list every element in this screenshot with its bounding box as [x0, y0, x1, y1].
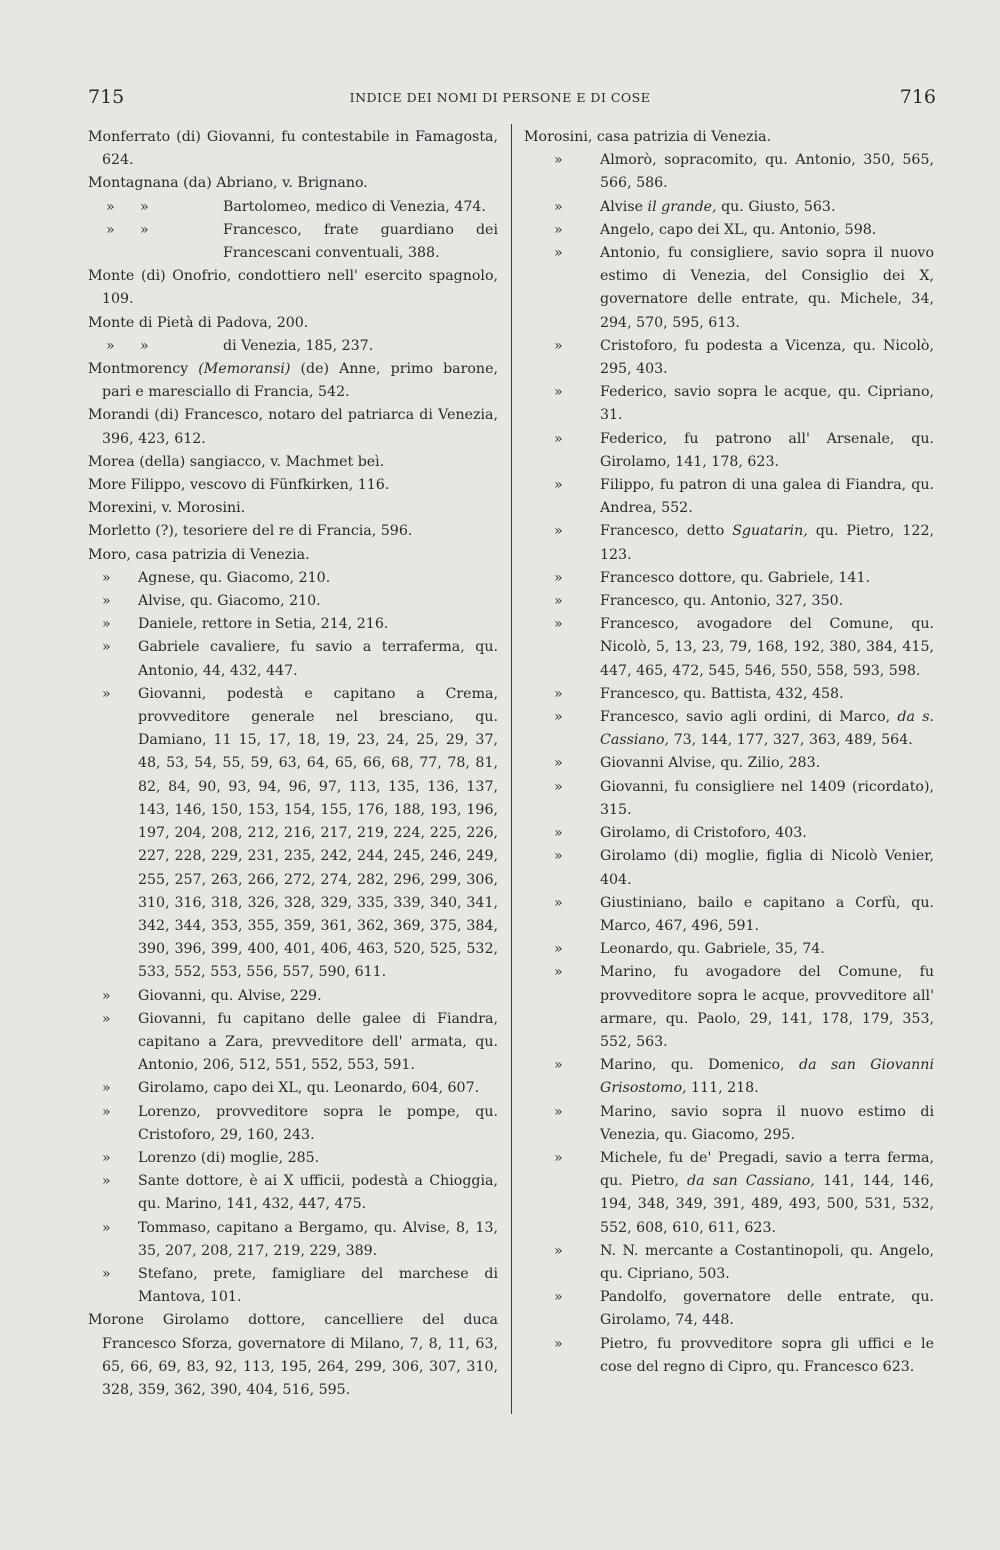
- index-subentry: » Marino, fu avogadore del Comune, fu provveditore sopra le acque, provveditore all' armare, qu. Paolo, 29, 141, 178, 179, 353, 552, 563.: [554, 964, 934, 1050]
- index-subentry: » Lorenzo (di) moglie, 285.: [102, 1149, 320, 1166]
- index-subentry: » Giovanni, podestà e capitano a Crema, provveditore generale nel bresciano, qu. Damiano, 11 15, 17, 18, 19, 23, 24, 25, 29, 37, 48, 53, 54, 55, 59, 63, 64, 65, 66, 68, 77, 78, 81, 82, 84, 90, 93, 94, 96, 97, 113, 135, 136, 137, 143, 146, 150, 153, 154, 155, 176, 188, 193, 196, 197, 204, 208, 212, 216, 217, 219, 224, 225, 226, 227, 228, 229, 231, 235, 242, 244, 245, 246, 249, 255, 257, 263, 266, 272, 274, 282, 296, 299, 306, 310, 316, 318, 326, 328, 329, 335, 339, 340, 341, 342, 344, 353, 355, 359, 361, 362, 369, 375, 384, 390, 396, 399, 400, 401, 406, 463, 520, 525, 532, 533, 552, 553, 556, 557, 590, 611.: [102, 685, 498, 981]
- index-subentry: » Francesco dottore, qu. Gabriele, 141.: [554, 569, 870, 586]
- index-subentry: » Tommaso, capitano a Bergamo, qu. Alvise, 8, 13, 35, 207, 208, 217, 219, 229, 389.: [102, 1219, 498, 1259]
- index-subentry: » Pandolfo, governatore delle entrate, qu. Girolamo, 74, 448.: [554, 1289, 934, 1329]
- index-subentry: » Daniele, rettore in Setia, 214, 216.: [102, 616, 389, 633]
- index-subentry: » Francesco, qu. Antonio, 327, 350.: [554, 593, 844, 610]
- index-subentry: » Federico, fu patrono all' Arsenale, qu. Girolamo, 141, 178, 623.: [554, 430, 934, 470]
- index-subentry: » Angelo, capo dei XL, qu. Antonio, 598.: [554, 221, 877, 238]
- index-entry: Monte (di) Onofrio, condottiero nell' esercito spagnolo, 109.: [88, 268, 498, 308]
- index-entry: Morletto (?), tesoriere del re di Francia, 596.: [88, 523, 413, 540]
- index-subentry: » » Bartolomeo, medico di Venezia, 474.: [106, 198, 486, 215]
- index-subentry: » Alvise, qu. Giacomo, 210.: [102, 593, 321, 610]
- index-subentry: » » di Venezia, 185, 237.: [106, 337, 374, 354]
- index-subentry: » Giovanni, fu capitano delle galee di Fiandra, capitano a Zara, prevveditore dell' armata, qu. Antonio, 206, 512, 551, 552, 553, 591.: [102, 1010, 498, 1074]
- index-subentry: » Agnese, qu. Giacomo, 210.: [102, 569, 331, 586]
- index-subentry: » Francesco, avogadore del Comune, qu. Nicolò, 5, 13, 23, 79, 168, 192, 380, 384, 415, 447, 465, 472, 545, 546, 550, 558, 593, 598.: [554, 616, 934, 679]
- index-entry: More Filippo, vescovo di Fünfkirken, 116.: [88, 477, 390, 494]
- index-entry: Morosini, casa patrizia di Venezia.: [524, 129, 772, 145]
- index-subentry: » Francesco, qu. Battista, 432, 458.: [554, 685, 844, 702]
- left-page-number: 715: [88, 86, 125, 108]
- index-subentry: » Giustiniano, bailo e capitano a Corfù, qu. Marco, 467, 496, 591.: [554, 894, 934, 934]
- index-subentry: » Francesco, detto Sguatarin, qu. Pietro, 122, 123.: [554, 523, 934, 563]
- index-subentry: » Pietro, fu provveditore sopra gli uffici e le cose del regno di Cipro, qu. Francesco 623.: [554, 1335, 934, 1375]
- right-page-number: 716: [899, 86, 936, 108]
- index-subentry: » » Francesco, frate guardiano dei Francescani conventuali, 388.: [106, 221, 498, 262]
- index-entry: Morea (della) sangiacco, v. Machmet beì.: [88, 453, 385, 470]
- index-subentry: » Lorenzo, provveditore sopra le pompe, qu. Cristoforo, 29, 160, 243.: [102, 1103, 498, 1143]
- running-title: INDICE DEI NOMI DI PERSONE E DI COSE: [349, 90, 651, 105]
- index-subentry: » Almorò, sopracomito, qu. Antonio, 350, 565, 566, 586.: [554, 152, 934, 192]
- index-subentry: » Filippo, fu patron di una galea di Fiandra, qu. Andrea, 552.: [554, 477, 934, 517]
- index-subentry: » Girolamo, di Cristoforo, 403.: [554, 825, 807, 842]
- index-subentry: » Giovanni, fu consigliere nel 1409 (ricordato), 315.: [554, 778, 934, 818]
- right-column: [524, 126, 934, 1379]
- index-subentry: » Cristoforo, fu podesta a Vicenza, qu. Nicolò, 295, 403.: [554, 337, 934, 378]
- index-subentry: » Michele, fu de' Pregadi, savio a terra ferma, qu. Pietro, da san Cassiano, 141, 144, 146, 194, 348, 349, 391, 489, 493, 500, 531, 532, 552, 608, 610, 611, 623.: [554, 1149, 934, 1236]
- index-entry: Morexini, v. Morosini.: [88, 500, 246, 517]
- index-subentry: » Girolamo, capo dei XL, qu. Leonardo, 604, 607.: [102, 1080, 480, 1097]
- index-entry: Monte di Pietà di Padova, 200.: [88, 314, 309, 331]
- index-subentry: » Sante dottore, è ai X ufficii, podestà a Chioggia, qu. Marino, 141, 432, 447, 475.: [102, 1173, 498, 1213]
- index-subentry: » Giovanni, qu. Alvise, 229.: [102, 987, 322, 1004]
- index-subentry: » Giovanni Alvise, qu. Zilio, 283.: [554, 755, 821, 772]
- index-subentry: » Alvise il grande, qu. Giusto, 563.: [554, 198, 836, 215]
- index-subentry: » Marino, qu. Domenico, da san Giovanni Grisostomo, 111, 218.: [554, 1057, 934, 1097]
- index-entry: Montmorency (Memoransi) (de) Anne, primo barone, pari e maresciallo di Francia, 542.: [88, 361, 498, 401]
- page-header: [0, 86, 1000, 116]
- index-entry: Moro, casa patrizia di Venezia.: [88, 546, 310, 563]
- index-subentry: » Leonardo, qu. Gabriele, 35, 74.: [554, 941, 825, 958]
- index-subentry: » Federico, savio sopra le acque, qu. Cipriano, 31.: [554, 384, 934, 424]
- left-column: [88, 126, 498, 1402]
- column-divider: [511, 124, 512, 1414]
- index-subentry: » Francesco, savio agli ordini, di Marco, da s. Cassiano, 73, 144, 177, 327, 363, 489, 564.: [554, 709, 934, 749]
- index-subentry: » Stefano, prete, famigliare del marchese di Mantova, 101.: [102, 1265, 498, 1306]
- index-entry: Morone Girolamo dottore, cancelliere del duca Francesco Sforza, governatore di Milano, 7, 8, 11, 63, 65, 66, 69, 83, 92, 113, 195, 264, 299, 306, 307, 310, 328, 359, 362, 390, 404, 516, 595.: [88, 1312, 498, 1398]
- index-subentry: » N. N. mercante a Costantinopoli, qu. Angelo, qu. Cipriano, 503.: [554, 1242, 934, 1282]
- index-entry: Montagnana (da) Abriano, v. Brignano.: [88, 175, 368, 192]
- index-entry: Morandi (di) Francesco, notaro del patriarca di Venezia, 396, 423, 612.: [88, 407, 498, 447]
- index-subentry: » Girolamo (di) moglie, figlia di Nicolò Venier, 404.: [554, 848, 934, 888]
- index-entry: Monferrato (di) Giovanni, fu contestabile in Famagosta, 624.: [88, 129, 498, 169]
- index-subentry: » Gabriele cavaliere, fu savio a terraferma, qu. Antonio, 44, 432, 447.: [102, 639, 498, 679]
- index-subentry: » Marino, savio sopra il nuovo estimo di Venezia, qu. Giacomo, 295.: [554, 1103, 934, 1143]
- index-subentry: » Antonio, fu consigliere, savio sopra il nuovo estimo di Venezia, del Consiglio dei X, governatore delle entrate, qu. Michele, 34, 294, 570, 595, 613.: [554, 245, 934, 331]
